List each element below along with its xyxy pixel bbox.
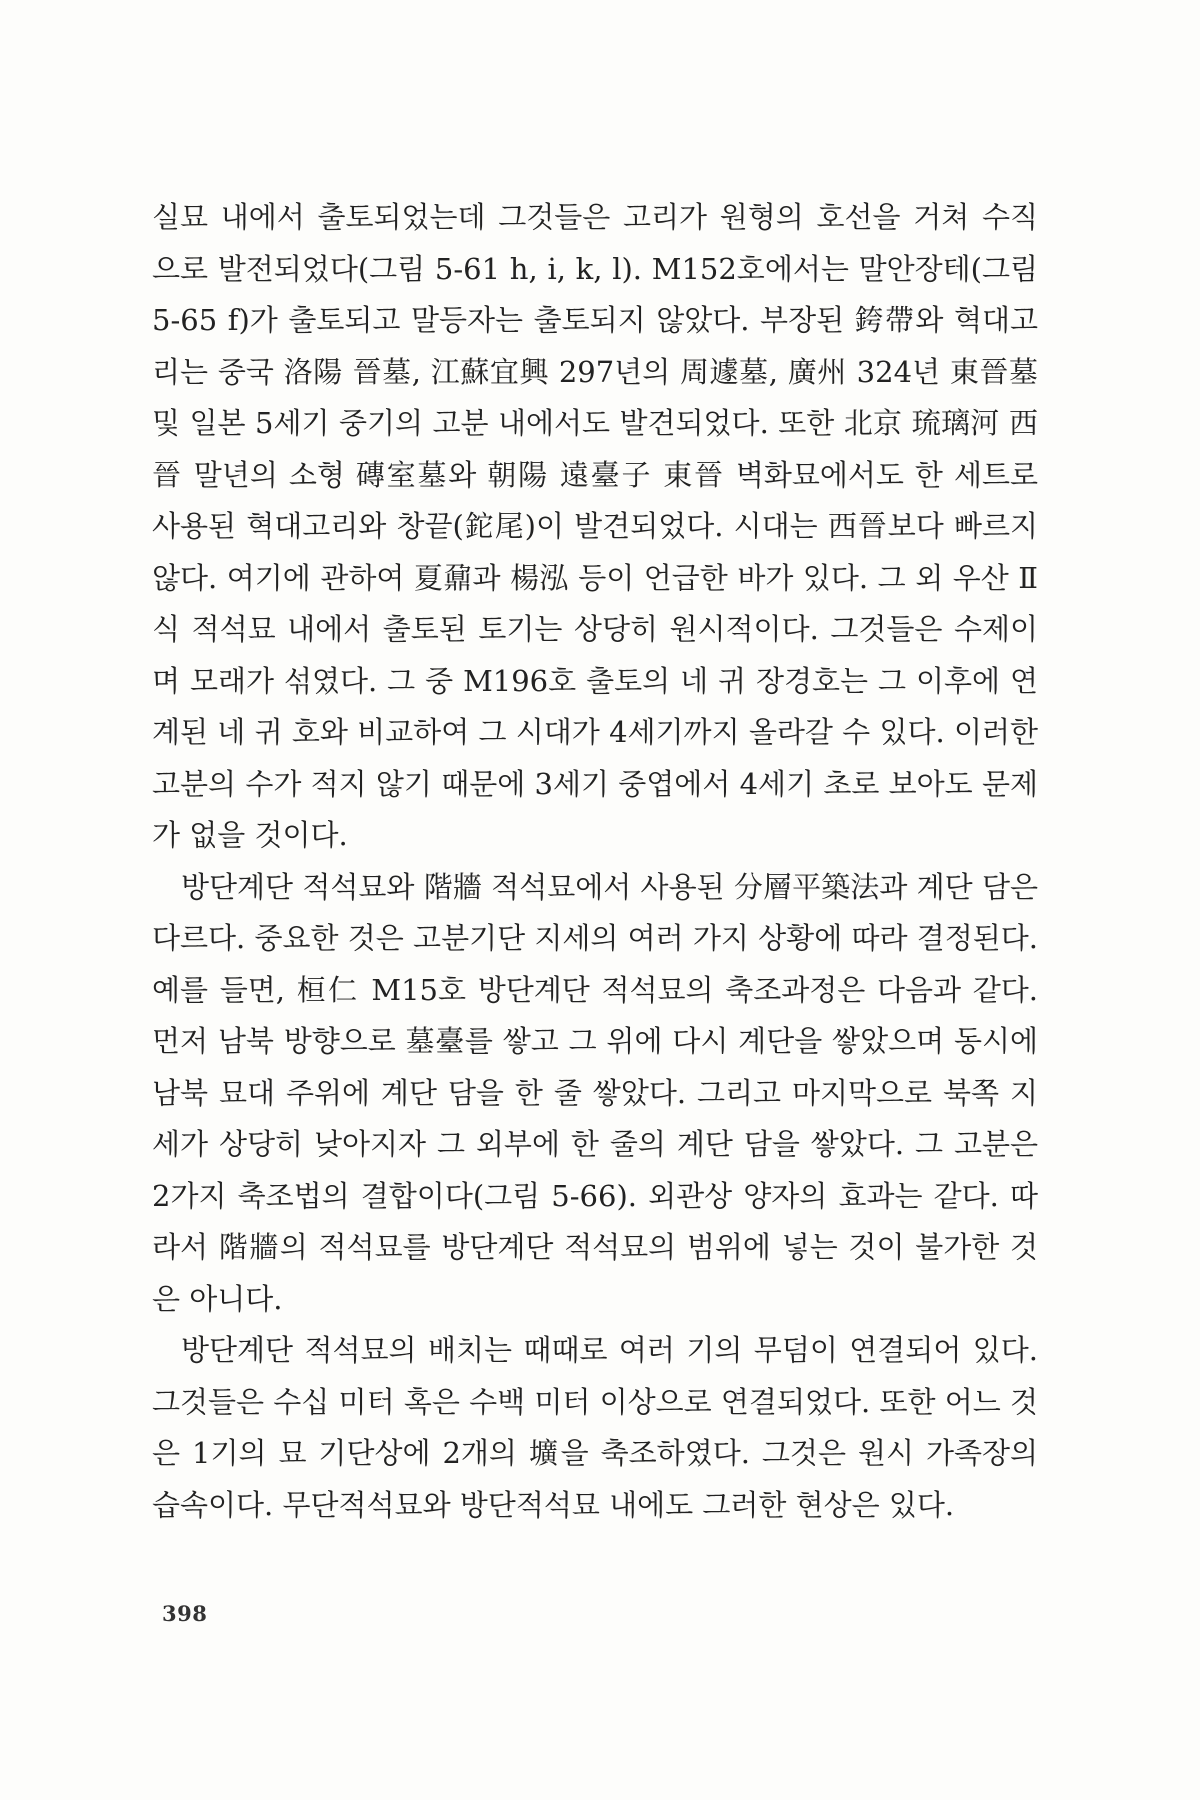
paragraph-1: 실묘 내에서 출토되었는데 그것들은 고리가 원형의 호선을 거쳐 수직으로 발전되었다(그림 5-61 h, i, k, l). M152호에서는 말안장테(그림 5-65 f)가 출토되고 말등자는 출토되지 않았다. 부장된 銙帶와 혁대고리는 중국 洛陽 晉墓, 江蘇宜興 297년의 周遽墓, 廣州 324년 東晉墓 및 일본 5세기 중기의 고분 내에서도 발견되었다. 또한 北京 琉璃河 西晉 말년의 소형 磚室墓와 朝陽 遠臺子 東晉 벽화묘에서도 한 세트로 사용된 혁대고리와 창끝(鉈尾)이 발견되었다. 시대는 西晉보다 빠르지 않다. 여기에 관하여 夏鼐과 楊泓 등이 언급한 바가 있다. 그 외 우산 Ⅱ식 적석묘 내에서 출토된 토기는 상당히 원시적이다. 그것들은 수제이며 모래가 섞였다. 그 중 M196호 출토의 네 귀 장경호는 그 이후에 연계된 네 귀 호와 비교하여 그 시대가 4세기까지 올라갈 수 있다. 이러한 고분의 수가 적지 않기 때문에 3세기 중엽에서 4세기 초로 보아도 문제가 없을 것이다.	[152, 200, 1038, 852]
page-number: 398	[162, 1601, 208, 1626]
paragraph-2: 방단계단 적석묘와 階牆 적석묘에서 사용된 分層平築法과 계단 담은 다르다. 중요한 것은 고분기단 지세의 여러 가지 상황에 따라 결정된다. 예를 들면, 桓仁 M15호 방단계단 적석묘의 축조과정은 다음과 같다. 먼저 남북 방향으로 墓臺를 쌓고 그 위에 다시 계단을 쌓았으며 동시에 남북 묘대 주위에 계단 담을 한 줄 쌓았다. 그리고 마지막으로 북쪽 지세가 상당히 낮아지자 그 외부에 한 줄의 계단 담을 쌓았다. 그 고분은 2가지 축조법의 결합이다(그림 5-66). 외관상 양자의 효과는 같다. 따라서 階牆의 적석묘를 방단계단 적석묘의 범위에 넣는 것이 불가한 것은 아니다.	[152, 869, 1038, 1316]
paragraph-3: 방단계단 적석묘의 배치는 때때로 여러 기의 무덤이 연결되어 있다. 그것들은 수십 미터 혹은 수백 미터 이상으로 연결되었다. 또한 어느 것은 1기의 묘 기단상에 2개의 壙을 축조하였다. 그것은 원시 가족장의 습속이다. 무단적석묘와 방단적석묘 내에도 그러한 현상은 있다.	[152, 1333, 1038, 1522]
body-text	[152, 192, 1038, 1531]
